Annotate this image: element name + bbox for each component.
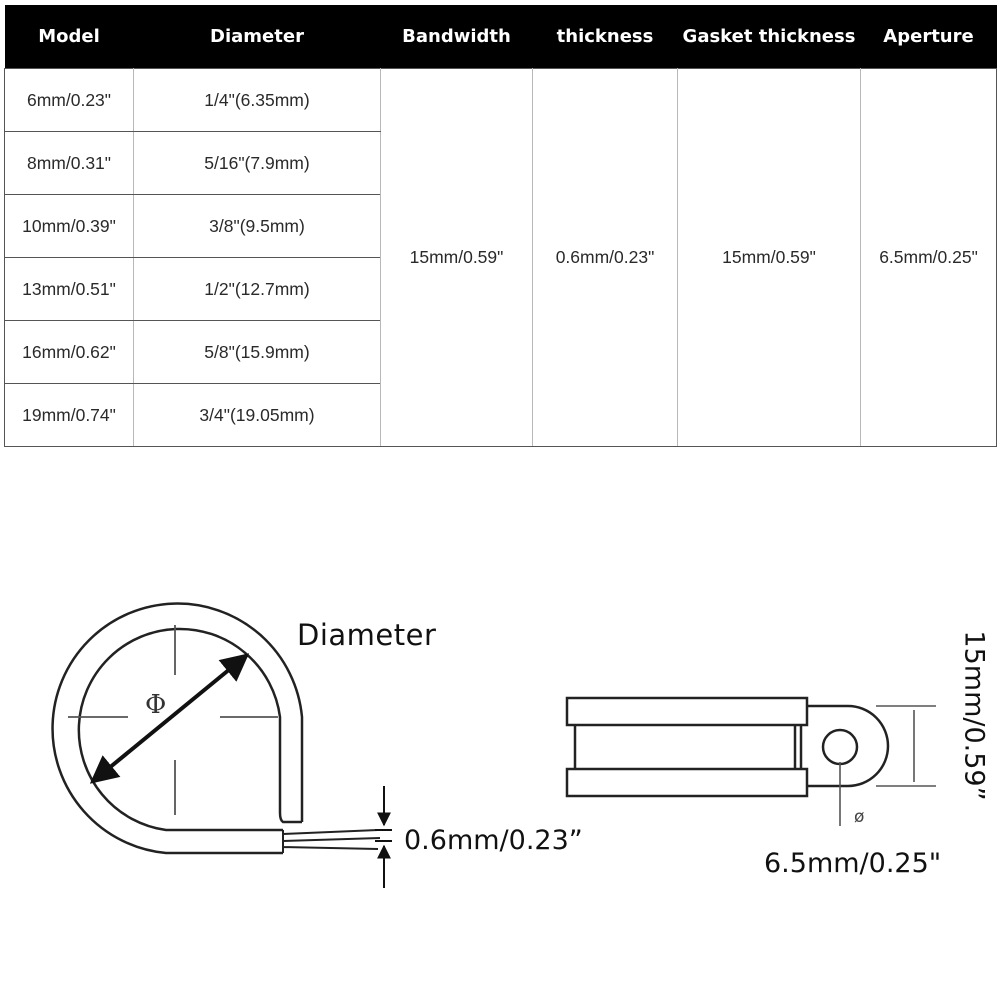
diameter-symbol: Φ	[145, 690, 167, 720]
cell-diameter: 1/4"(6.35mm)	[134, 69, 381, 132]
header-bandwidth: Bandwidth	[381, 5, 533, 69]
cell-diameter: 5/8"(15.9mm)	[134, 321, 381, 384]
band-bottom-strip	[567, 769, 807, 796]
cell-thickness: 0.6mm/0.23"	[533, 69, 678, 447]
table-header-row	[5, 5, 997, 69]
header-aperture: Aperture	[861, 5, 997, 69]
header-thickness: thickness	[533, 5, 678, 69]
thickness-dimension	[375, 786, 392, 888]
table-row	[5, 69, 997, 132]
clamp-end-cap	[280, 813, 302, 822]
cell-model: 8mm/0.31"	[5, 132, 134, 195]
cell-diameter: 5/16"(7.9mm)	[134, 132, 381, 195]
cell-model: 16mm/0.62"	[5, 321, 134, 384]
technical-drawing	[0, 470, 1000, 1000]
clamp-inner-band	[79, 629, 283, 830]
diameter-arrow	[92, 655, 247, 782]
band-top-strip	[567, 698, 807, 725]
cell-gasket-thickness: 15mm/0.59"	[678, 69, 861, 447]
clamp-drawing-svg	[0, 470, 1000, 1000]
bandwidth-label: 15mm/0.59”	[958, 630, 990, 801]
cell-diameter: 3/8"(9.5mm)	[134, 195, 381, 258]
spec-table	[4, 5, 997, 447]
cell-model: 10mm/0.39"	[5, 195, 134, 258]
cell-diameter: 3/4"(19.05mm)	[134, 384, 381, 447]
cell-model: 19mm/0.74"	[5, 384, 134, 447]
cell-model: 6mm/0.23"	[5, 69, 134, 132]
aperture-symbol: ø	[854, 807, 865, 827]
header-model: Model	[5, 5, 134, 69]
cell-bandwidth: 15mm/0.59"	[381, 69, 533, 447]
clamp-tail	[283, 830, 380, 853]
header-gasket-thickness: Gasket thickness	[678, 5, 861, 69]
mounting-tab	[807, 706, 888, 786]
aperture-label: 6.5mm/0.25"	[764, 848, 942, 879]
header-diameter: Diameter	[134, 5, 381, 69]
cell-model: 13mm/0.51"	[5, 258, 134, 321]
cell-aperture: 6.5mm/0.25"	[861, 69, 997, 447]
cell-diameter: 1/2"(12.7mm)	[134, 258, 381, 321]
aperture-hole	[823, 730, 857, 764]
diameter-label: Diameter	[297, 618, 437, 652]
thickness-label: 0.6mm/0.23”	[404, 825, 583, 856]
clamp-outer-band	[53, 604, 302, 853]
